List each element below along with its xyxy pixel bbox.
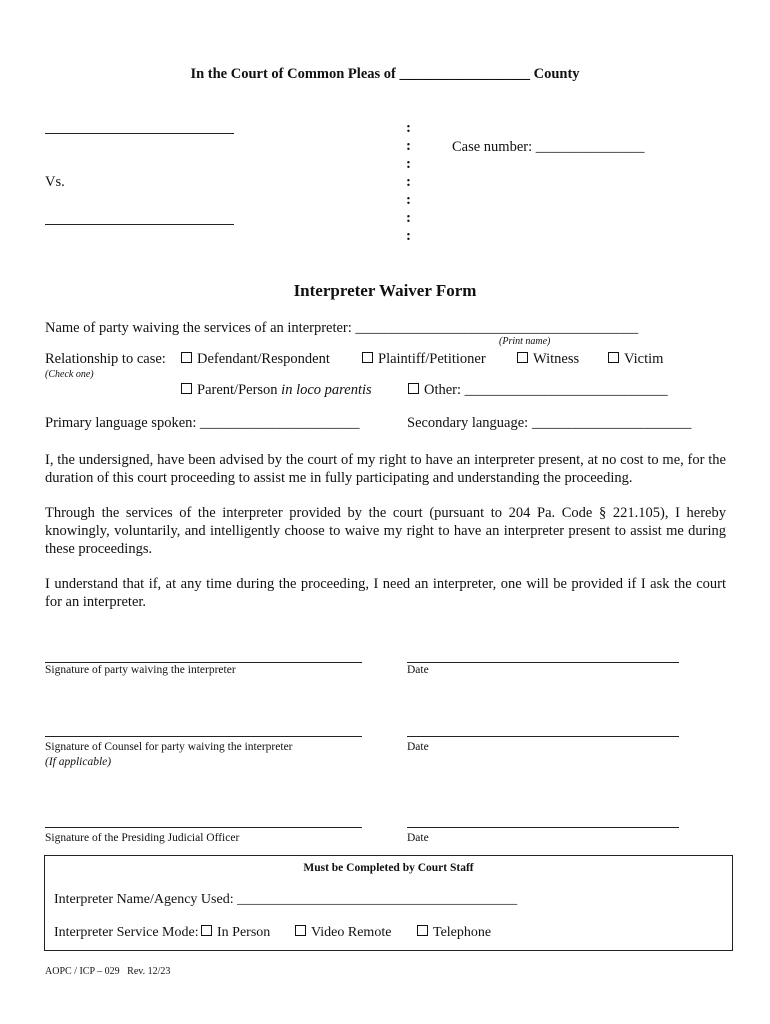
party-date-line[interactable] (407, 662, 679, 663)
counsel-if-applicable-note: (If applicable) (45, 756, 112, 768)
check-one-hint: (Check one) (45, 369, 94, 380)
checkbox-icon[interactable] (517, 352, 528, 363)
option-label: Victim (624, 351, 664, 367)
plaintiff-name-line[interactable] (45, 133, 234, 134)
option-other[interactable] (408, 382, 668, 399)
counsel-signature-line[interactable] (45, 736, 362, 737)
judicial-signature-line[interactable] (45, 827, 362, 828)
primary-language-field[interactable]: Primary language spoken: ______________________ (45, 415, 360, 431)
vs-label: Vs. (45, 174, 65, 190)
party-date-label: Date (407, 664, 429, 676)
option-parent[interactable] (181, 382, 372, 399)
understanding-paragraph: I understand that if, at any time during the proceeding, I need an interpreter, one will be provided if I ask the court for an interpreter. (45, 576, 726, 610)
option-label: Plaintiff/Petitioner (378, 351, 486, 367)
caption-colon: : (406, 174, 411, 190)
counsel-date-label: Date (407, 741, 429, 753)
option-label: Other: ____________________________ (424, 382, 668, 398)
checkbox-icon[interactable] (408, 383, 419, 394)
mode-label: Video Remote (311, 925, 392, 940)
secondary-language-field[interactable]: Secondary language: ______________________ (407, 415, 692, 431)
option-label: Parent/Person (197, 382, 282, 398)
checkbox-icon[interactable] (362, 352, 373, 363)
checkbox-icon[interactable] (295, 925, 306, 936)
form-title: Interpreter Waiver Form (293, 281, 477, 300)
court-staff-box (44, 855, 733, 951)
checkbox-icon[interactable] (201, 925, 212, 936)
print-name-hint: (Print name) (499, 336, 551, 347)
defendant-name-line[interactable] (45, 224, 234, 225)
interpreter-agency-field[interactable]: Interpreter Name/Agency Used: ________________________________________ (54, 892, 518, 907)
case-number-field[interactable]: Case number: _______________ (452, 139, 645, 155)
option-victim[interactable] (608, 351, 663, 368)
checkbox-icon[interactable] (417, 925, 428, 936)
caption-colon: : (406, 156, 411, 172)
option-label: Witness (533, 351, 580, 367)
checkbox-icon[interactable] (181, 352, 192, 363)
service-mode-label: Interpreter Service Mode: (54, 925, 199, 940)
relationship-label: Relationship to case: (45, 351, 166, 367)
judicial-date-line[interactable] (407, 827, 679, 828)
counsel-signature-label: Signature of Counsel for party waiving the interpreter (45, 741, 293, 753)
party-name-field[interactable]: Name of party waiving the services of an interpreter: _______________________________________ (45, 320, 639, 336)
option-defendant-respondent[interactable] (181, 351, 330, 368)
court-title: In the Court of Common Pleas of __________________ County (190, 66, 580, 82)
advisement-paragraph: I, the undersigned, have been advised by the court of my right to have an interpreter present, at no cost to me, for the duration of this court proceeding to assist me in fully participating and understanding the proceeding. (45, 452, 726, 486)
caption-colon: : (406, 138, 411, 154)
option-witness[interactable] (517, 351, 579, 368)
party-signature-label: Signature of party waiving the interpreter (45, 664, 236, 676)
checkbox-icon[interactable] (181, 383, 192, 394)
caption-colon: : (406, 210, 411, 226)
mode-label: Telephone (433, 925, 492, 940)
judicial-date-label: Date (407, 832, 429, 844)
option-plaintiff-petitioner[interactable] (362, 351, 486, 368)
mode-telephone[interactable] (417, 925, 491, 941)
caption-colon: : (406, 192, 411, 208)
mode-video-remote[interactable] (295, 925, 391, 941)
waiver-paragraph: Through the services of the interpreter provided by the court (pursuant to 204 Pa. Code § 221.105), I hereby knowingly, voluntarily, and intelligently choose to waive my right to have an interpreter present to assist me during these proceedings. (45, 505, 726, 557)
mode-in-person[interactable] (201, 925, 270, 941)
judicial-signature-label: Signature of the Presiding Judicial Officer (45, 832, 240, 844)
checkbox-icon[interactable] (608, 352, 619, 363)
counsel-date-line[interactable] (407, 736, 679, 737)
option-label-italic: in loco parentis (281, 382, 372, 398)
caption-colon: : (406, 228, 411, 244)
court-staff-heading: Must be Completed by Court Staff (303, 862, 474, 874)
form-footer-code: AOPC / ICP – 029 Rev. 12/23 (45, 966, 171, 977)
option-label: Defendant/Respondent (197, 351, 330, 367)
party-signature-line[interactable] (45, 662, 362, 663)
caption-colon: : (406, 120, 411, 136)
mode-label: In Person (217, 925, 271, 940)
